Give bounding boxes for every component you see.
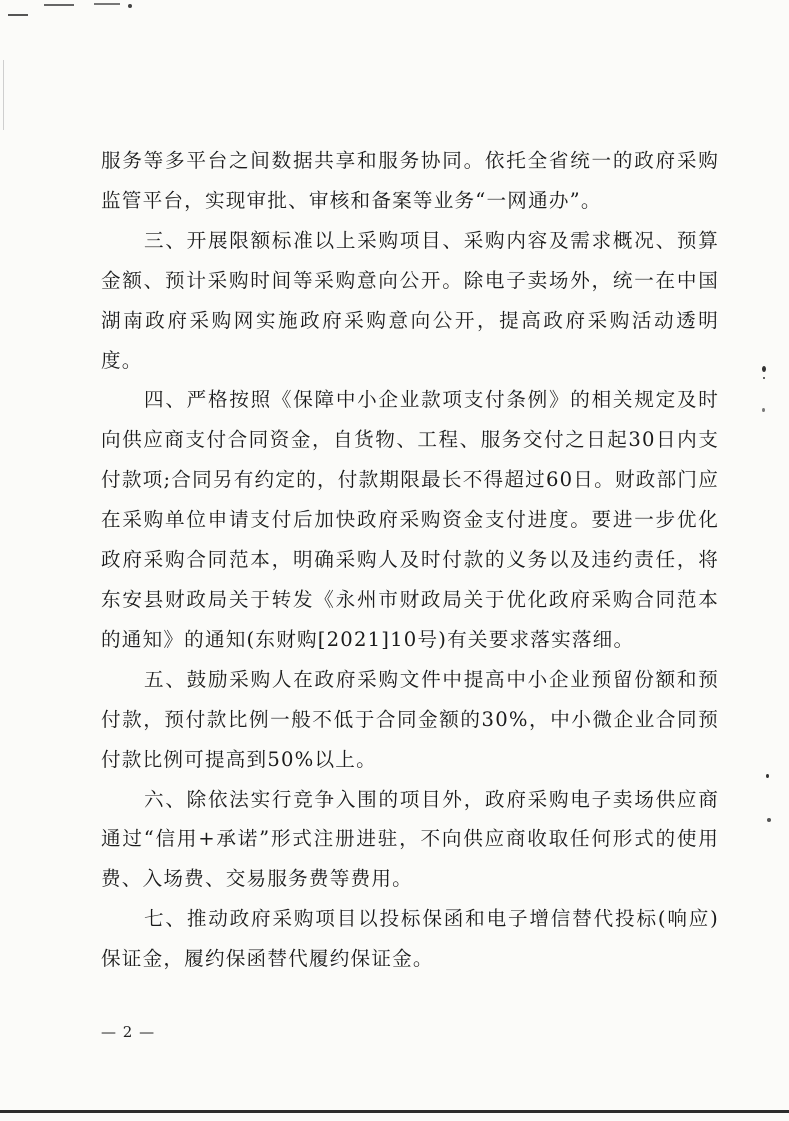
scan-speck — [763, 377, 765, 379]
scan-mark — [44, 4, 74, 6]
scan-speck — [767, 818, 771, 822]
document-body — [101, 141, 719, 979]
scan-mark — [8, 14, 28, 16]
paragraph-item-3: 三、开展限额标准以上采购项目、采购内容及需求概况、预算金额、预计采购时间等采购意向公开。除电子卖场外，统一在中国湖南政府采购网实施政府采购意向公开，提高政府采购活动透明度。 — [101, 228, 719, 372]
scan-speck — [762, 408, 765, 412]
paragraph-item-6: 六、除依法实行竞争入围的项目外，政府采购电子卖场供应商通过“信用+承诺”形式注册进驻，不向供应商收取任何形式的使用费、入场费、交易服务费等费用。 — [101, 787, 719, 891]
page-number: — 2 — — [101, 1023, 156, 1041]
scan-edge-line — [3, 60, 4, 130]
paragraph-item-4: 四、严格按照《保障中小企业款项支付条例》的相关规定及时向供应商支付合同资金，自货物、工程、服务交付之日起30日内支付款项;合同另有约定的，付款期限最长不得超过60日。财政部门应在采购单位申请支付后加快政府采购资金支付进度。要进一步优化政府采购合同范本，明确采购人及时付款的义务以及违约责任，将东安县财政局关于转发《永州市财政局关于优化政府采购合同范本的通知》的通知(东财购[2021]10号)有关要求落实落细。 — [101, 388, 719, 651]
scan-mark — [94, 3, 120, 5]
scan-speck — [766, 774, 769, 778]
paragraph-item-5: 五、鼓励采购人在政府采购文件中提高中小企业预留份额和预付款，预付款比例一般不低于合同金额的30%，中小微企业合同预付款比例可提高到50%以上。 — [101, 667, 719, 771]
scan-mark — [128, 4, 132, 8]
scan-bottom-edge — [0, 1110, 789, 1113]
scan-speck — [762, 366, 766, 372]
paragraph-continuation: 服务等多平台之间数据共享和服务协同。依托全省统一的政府采购监管平台，实现审批、审核和备案等业务“一网通办”。 — [101, 149, 719, 212]
scan-artifact-top — [0, 0, 135, 22]
paragraph-item-7: 七、推动政府采购项目以投标保函和电子增信替代投标(响应)保证金，履约保函替代履约保证金。 — [101, 907, 719, 971]
